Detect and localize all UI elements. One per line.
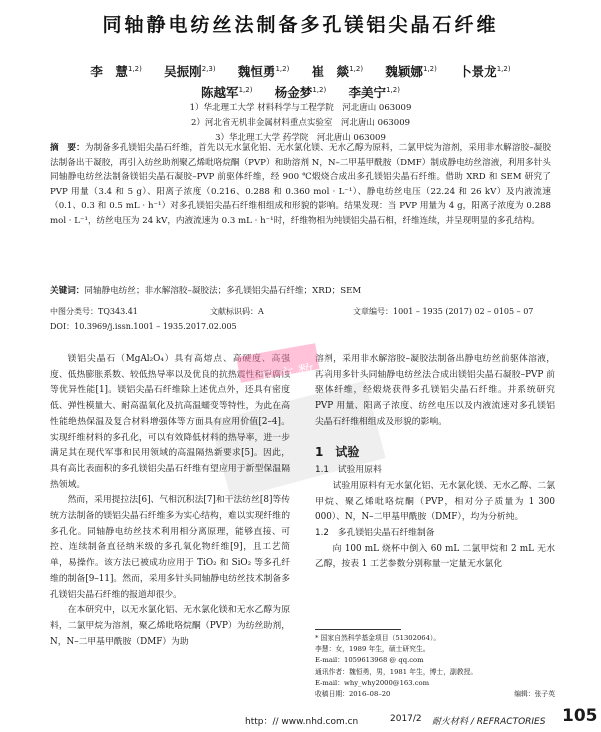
keywords-label: 关键词： (50, 286, 85, 296)
page-number: 105 (562, 706, 598, 726)
author: 崔 燚$^{1,2)}$ (311, 64, 364, 79)
affiliation: 2）河北省无机非金属材料重点实验室 河北唐山 063009 (190, 118, 411, 128)
author: 吴振刚$^{2,3)}$ (164, 64, 216, 79)
paper-title: 同轴静电纺丝法制备多孔镁铝尖晶石纤维 (102, 14, 499, 36)
document-code: 文献标识码：A (210, 307, 264, 316)
author: 魏恒勇$^{1,2)}$ (237, 64, 290, 79)
journal-website: http：// www.nhd.com.cn (245, 717, 359, 727)
affiliation: 1）华北理工大学 材料科学与工程学院 河北唐山 063009 (189, 103, 412, 113)
received-date: 收稿日期：2016–08–20 (315, 690, 391, 699)
editor: 编辑：张子英 (514, 690, 555, 699)
subsection-heading: 1.2 多孔镁铝尖晶石纤维制备 (315, 528, 435, 539)
footnote (315, 633, 555, 700)
author: 李 慧$^{1,2)}$ (90, 64, 142, 79)
abstract-text: 为制备多孔镁铝尖晶石纤维，首先以无水氯化铝、无水氯化镁、无水乙醇为原料，二氯甲烷为溶剂，采用非水解溶胶–凝胶法制备出干凝胶，再引入纺丝助剂聚乙烯吡咯烷酮（PVP）和助溶剂 N，N–二甲基甲酰胺（DMF）制成静电纺丝溶液，利用多针头同轴静电纺丝法制备镁铝尖晶石凝胶–PVP 前驱体纤维，经 900 ℃煅烧合成出多孔镁铝尖晶石纤维。借助 XRD 和 SEM 研究了 PVP 用量（3.4 和 5 g）、阳离子浓度（0.216、0.288 和 0.360 mol · L⁻¹）、静电纺丝电压（22.24 和 26 kV）及内液流速（0.1、0.3 和 0.5 mL · h⁻¹）对多孔镁铝尖晶石纤维相组成和形貌的影响。结果发现：当 PVP 用量为 4 g，阳离子浓度为 0.288 mol · L⁻¹，纺丝电压为 24 kV，内液流速为 0.3 mL · h⁻¹时，纤维物相为纯镁铝尖晶石相，纤维连续，并呈现明显的多孔结构。 (50, 143, 551, 226)
watermark-text: 万方数据 (257, 356, 340, 389)
email: E-mail：why_why2000@163.com (315, 678, 430, 687)
footnote-divider (315, 629, 401, 630)
clc-number: 中图分类号：TQ343.41 (50, 307, 138, 316)
paragraph: 在本研究中，以无水氯化铝、无水氯化镁和无水乙醇为原料，二氯甲烷为溶剂，聚乙烯吡咯烷酮（PVP）为纺丝助剂，N，N–二甲基甲酰胺（DMF）为助 (50, 605, 290, 647)
author: 陈越军$^{1,2)}$ (201, 85, 253, 100)
author: 杨金梦$^{1,2)}$ (274, 85, 327, 100)
section-heading: 1 试验 (315, 444, 360, 459)
affiliation: 3）华北理工大学 药学院 河北唐山 063009 (215, 133, 386, 143)
paragraph: 溶剂，采用非水解溶胶–凝胶法制备出静电纺丝前驱体溶液，再利用多针头同轴静电纺丝法合成出镁铝尖晶石凝胶–PVP 前驱体纤维，经煅烧获得多孔镁铝尖晶石纤维。并系统研究 PVP 用量、阳离子浓度、纺丝电压以及内液流速对多孔镁铝尖晶石纤维相组成及形貌的影响。 (315, 354, 555, 427)
author: 魏颖娜$^{1,2)}$ (385, 64, 437, 79)
right-column (315, 352, 555, 573)
paragraph: 向 100 mL 烧杯中倒入 60 mL 二氯甲烷和 2 mL 无水乙醇，按表 1 工艺参数分别称量一定量无水氯化 (315, 543, 555, 570)
author-list-row2 (40, 83, 561, 101)
corresponding-author: 通讯作者：魏恒勇，男，1981 年生，博士，副教授。 (315, 667, 478, 676)
author-note: 李慧：女，1989 年生，硕士研究生。 (315, 645, 430, 654)
abstract (50, 141, 551, 229)
journal-name: 耐火材料 / REFRACTORIES (432, 717, 546, 727)
author: 卜景龙$^{1,2)}$ (459, 64, 511, 79)
paragraph: 然而，采用提拉法[6]、气相沉积法[7]和干法纺丝[8]等传统方法制备的镁铝尖晶石纤维多为实心结构，难以实现纤维的多孔化。同轴静电纺丝技术利用相分离原理，能够直接、可控、连续制备直径纳米级的多孔氧化物纤维[9]，且工艺简单，易操作。该方法已被成功应用于 TiO₂ 和 SiO₂ 等多孔纤维的制备[9–11]。然而，采用多针头同轴静电纺丝技术制备多孔镁铝尖晶石纤维的报道却很少。 (50, 495, 290, 600)
dates-row (315, 689, 555, 700)
issue-number: 2017/2 (390, 714, 422, 724)
doi: DOI：10.3969/j.issn.1001 – 1935.2017.02.005 (50, 322, 237, 331)
abstract-label: 摘 要： (50, 143, 85, 153)
author: 李美宁$^{1,2)}$ (348, 85, 400, 100)
paragraph: 试验用原料有无水氯化铝、无水氯化镁、无水乙醇、二氯甲烷、聚乙烯吡咯烷酮（PVP，相对分子质量为 1 300 000）、N，N–二甲基甲酰胺（DMF），均为分析纯。 (315, 480, 555, 523)
subsection-heading: 1.1 试验用原料 (315, 465, 382, 476)
keywords-text: 同轴静电纺丝；非水解溶胶–凝胶法；多孔镁铝尖晶石纤维；XRD；SEM (84, 286, 362, 296)
paragraph: 镁铝尖晶石（MgAl₂O₄）具有高熔点、高硬度、高强度、低热膨胀系数、较低热导率以及优良的抗热震性和耐腐蚀等优异性能[1]。镁铝尖晶石纤维除上述优点外，还具有密度低、弹性模量大、耐高温氧化及抗高温蠕变等特性，为此在高性能绝热保温及复合材料增强体等方面具有应用价值[2–4]。实现纤维材料的多孔化，可以有效降低材料的热导率，进一步满足其在现代军事和民用领域的高温隔热新要求[5]。因此，具有高比表面积的多孔镁铝尖晶石纤维有望应用于新型保温隔热领域。 (50, 354, 290, 490)
author-list-row1 (40, 62, 561, 80)
email: E-mail：1059613968 @ qq.com (315, 656, 424, 665)
page-footer (0, 700, 601, 730)
left-column (50, 352, 290, 650)
article-number: 文章编号：1001 – 1935 (2017) 02 – 0105 – 07 (353, 307, 534, 316)
keywords (50, 284, 551, 296)
fund-note: * 国家自然科学基金项目（51302064）。 (315, 634, 441, 642)
